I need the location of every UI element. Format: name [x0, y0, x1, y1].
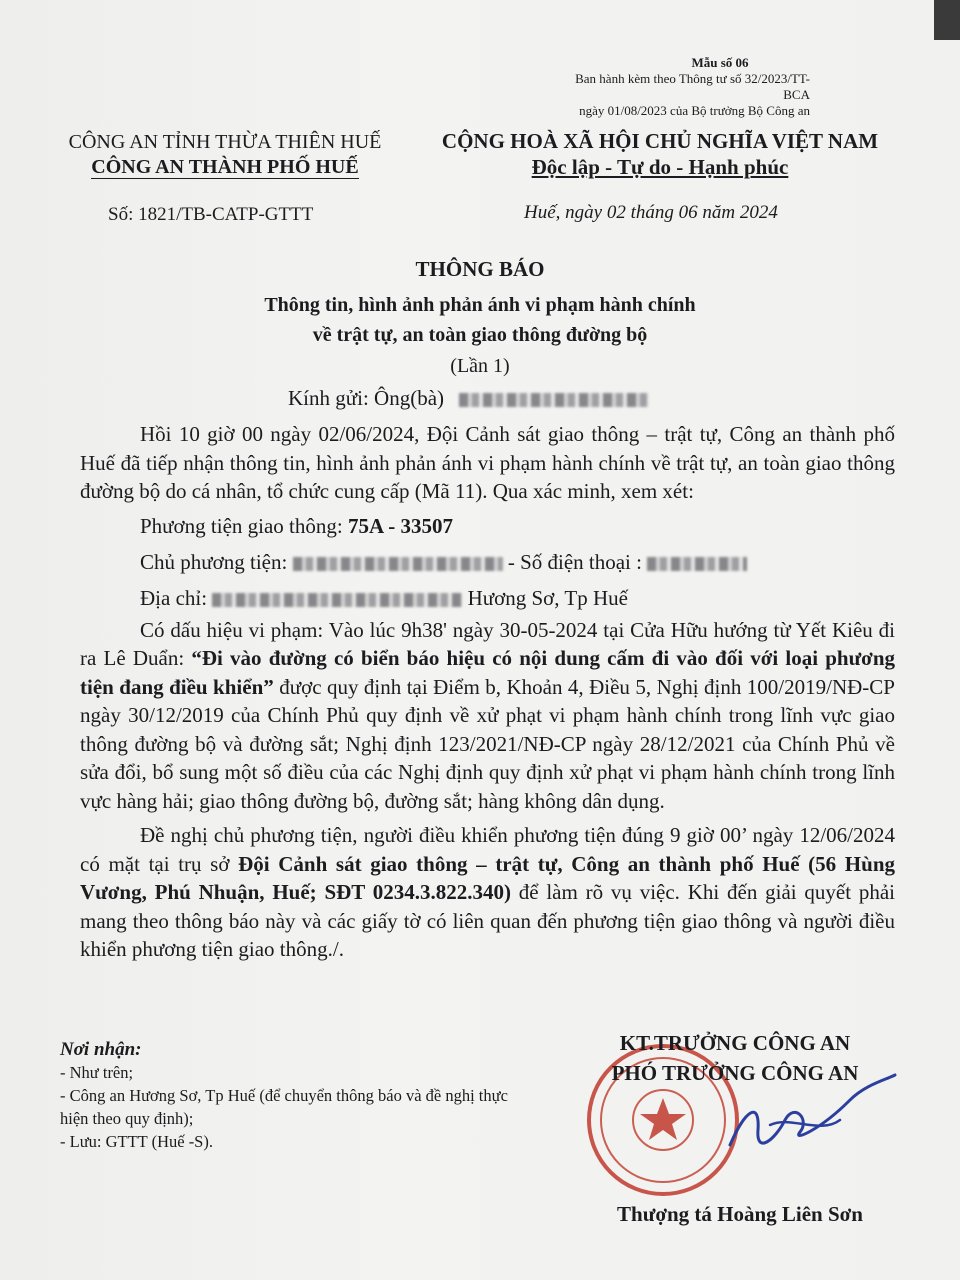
form-reference — [550, 55, 810, 119]
phone-label: - Số điện thoại : — [502, 549, 648, 574]
redacted-phone — [647, 557, 747, 571]
signature-title-1: KT.TRƯỞNG CÔNG AN — [619, 1031, 851, 1055]
recipient-item: - Như trên; — [60, 1063, 134, 1082]
address-tail: Hương Sơ, Tp Huế — [462, 585, 628, 610]
violation-description: “Đi vào đường có biển báo hiệu có nội dung cấm đi vào đối với loại phương tiện đang điều khiển” — [80, 646, 895, 699]
document-number: Số: 1821/TB-CATP-GTTT — [108, 204, 314, 225]
paragraph-violation — [80, 616, 895, 816]
owner-line — [80, 544, 895, 580]
agency-city: CÔNG AN THÀNH PHỐ HUẾ — [91, 156, 359, 178]
recipients-heading: Nơi nhận: — [60, 1039, 142, 1060]
form-date-line: ngày 01/08/2023 của Bộ trưởng Bộ Công an — [579, 103, 810, 118]
notice-subtitle — [0, 290, 960, 350]
paragraph-receipt: Hồi 10 giờ 00 ngày 02/06/2024, Đội Cảnh sát giao thông – trật tự, Công an thành phố Huế đã tiếp nhận thông tin, hình ảnh phản ánh vi phạm hành chính về trật tự, an toàn giao thông đường bộ do cá nhân, tổ chức cung cấp (Mã 11). Qua xác minh, xem xét: — [80, 422, 895, 503]
document-date: Huế, ngày 02 tháng 06 năm 2024 — [524, 202, 778, 223]
violation-intro: Có dấu hiệu vi phạm: Vào lúc 9h38' ngày 30-05-2024 tại Cửa Hữu hướng từ Yết Kiêu đi ra Lê Duẩn: — [80, 617, 895, 670]
handwritten-signature — [700, 1060, 900, 1170]
notice-body — [80, 420, 895, 964]
paragraph-request — [80, 821, 895, 964]
signature-title-2: PHÓ TRƯỞNG CÔNG AN — [611, 1061, 859, 1085]
notice-title: THÔNG BÁO — [415, 257, 545, 281]
request-office: Đội Cảnh sát giao thông – trật tự, Công an thành phố Huế (56 Hùng Vương, Phú Nhuận, Huế; SĐT 0234.3.822.340) — [80, 851, 896, 904]
vehicle-line — [80, 508, 895, 544]
notice-round: (Lần 1) — [450, 355, 510, 377]
notice-subtitle-line-1: Thông tin, hình ảnh phản ánh vi phạm hành chính — [264, 294, 696, 316]
recipients-block — [60, 1038, 520, 1153]
recipient-item: - Lưu: GTTT (Huế -S). — [60, 1132, 213, 1151]
signer-name: Thượng tá Hoàng Liên Sơn — [617, 1202, 863, 1226]
redacted-name — [459, 393, 649, 407]
violation-legal-basis: được quy định tại Điểm b, Khoản 4, Điều 5, Nghị định 100/2019/NĐ-CP ngày 30/12/2019 của Chính Phủ quy định về xử phạt vi phạm hành chính trong lĩnh vực giao thông đường bộ và đường sắt; Nghị định 123/2021/NĐ-CP ngày 28/12/2021 của Chính Phủ về sửa đổi, bổ sung một số điều của các Nghị định quy định xử phạt vi phạm hành chính trong lĩnh vực hàng hải; giao thông đường bộ, đường sắt; hàng không dân dụng. — [80, 674, 895, 813]
request-intro: Đề nghị chủ phương tiện, người điều khiển phương tiện đúng 9 giờ 00’ ngày 12/06/2024 có mặt tại trụ sở — [80, 823, 895, 876]
form-issued-line: Ban hành kèm theo Thông tư số 32/2023/TT-BCA — [575, 71, 810, 102]
national-title: CỘNG HOÀ XÃ HỘI CHỦ NGHĨA VIỆT NAM — [441, 129, 879, 153]
agency-province: CÔNG AN TỈNH THỪA THIÊN HUẾ — [68, 131, 382, 153]
national-motto: Độc lập - Tự do - Hạnh phúc — [531, 155, 789, 179]
addressee-label: Kính gửi: Ông(bà) — [288, 386, 445, 410]
redacted-address — [212, 593, 462, 607]
page-corner-background — [934, 0, 960, 40]
agency-header — [30, 130, 420, 180]
form-number: Mẫu số 06 — [691, 55, 749, 70]
request-instructions: để làm rõ vụ việc. Khi đến giải quyết phải mang theo thông báo này và các giấy tờ có liên quan đến phương tiện giao thông và người điều khiển phương tiện giao thông./. — [80, 880, 895, 961]
address-label: Địa chỉ: — [140, 585, 213, 610]
notice-subtitle-line-2: về trật tự, an toàn giao thông đường bộ — [312, 324, 648, 346]
addressee-line — [288, 386, 649, 411]
address-line — [80, 580, 895, 616]
national-header — [425, 128, 895, 180]
vehicle-plate: 75A - 33507 — [347, 513, 453, 538]
owner-label: Chủ phương tiện: — [140, 549, 293, 574]
vehicle-label: Phương tiện giao thông: — [140, 513, 348, 538]
redacted-owner — [293, 557, 503, 571]
recipient-item: - Công an Hương Sơ, Tp Huế (để chuyển thông báo và đề nghị thực hiện theo quy định); — [60, 1086, 508, 1128]
